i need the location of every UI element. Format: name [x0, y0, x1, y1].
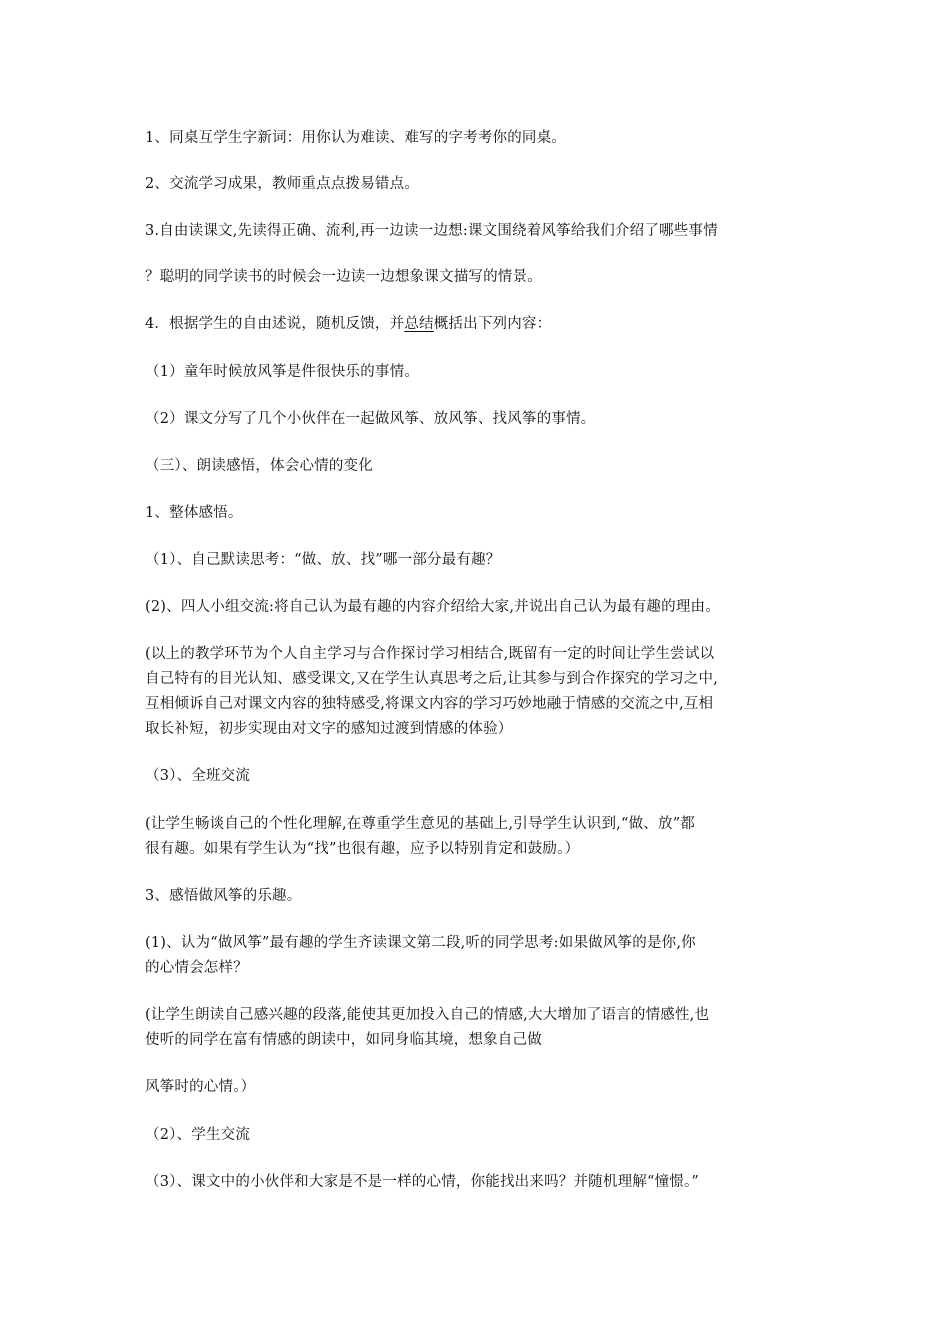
text-line: （2）课文分写了几个小伙伴在一起做风筝、放风筝、找风筝的事情。 — [145, 411, 596, 427]
underlined-link-text[interactable]: 总结 — [404, 316, 434, 332]
text-line: （2）、学生交流 — [145, 1127, 251, 1143]
text-segment: 概括出下列内容： — [433, 316, 552, 332]
text-line: (以上的教学环节为个人自主学习与合作探讨学习相结合,既留有一定的时间让学生尝试以 — [145, 646, 715, 662]
text-line: （1）童年时候放风筝是件很快乐的事情。 — [145, 364, 420, 380]
text-line: 取长补短，初步实现由对文字的感知过渡到情感的体验） — [145, 721, 513, 737]
text-line: 的心情会怎样？ — [145, 960, 248, 976]
section-heading: （三）、朗读感悟，体会心情的变化 — [145, 458, 373, 474]
text-line: 1、同桌互学生字新词：用你认为难读、难写的字考考你的同桌。 — [145, 130, 567, 146]
text-line: ？聪明的同学读书的时候会一边读一边想象课文描写的情景。 — [145, 269, 542, 285]
text-line: 自己特有的目光认知、感受课文,又在学生认真思考之后,让其参与到合作探究的学习之中, — [145, 671, 719, 687]
text-line: 很有趣。如果有学生认为“找”也很有趣，应予以特别肯定和鼓励。） — [145, 841, 580, 857]
text-line: (让学生畅谈自己的个性化理解,在尊重学生意见的基础上,引导学生认识到,“做、放”都 — [145, 816, 696, 832]
text-segment: 4．根据学生的自由述说，随机反馈，并 — [145, 316, 405, 332]
text-line: （3）、全班交流 — [145, 768, 251, 784]
text-line: （3）、课文中的小伙伴和大家是不是一样的心情，你能找出来吗？并随机理解“憧憬。” — [145, 1174, 700, 1190]
text-line: 2、交流学习成果，教师重点点拨易错点。 — [145, 176, 420, 192]
text-line: 3.自由读课文,先读得正确、流利,再一边读一边想:课文围绕着风筝给我们介绍了哪些事情 — [145, 223, 718, 239]
text-line: 1、整体感悟。 — [145, 505, 243, 521]
text-line: (2)、四人小组交流:将自己认为最有趣的内容介绍给大家,并说出自己认为最有趣的理由。 — [145, 599, 720, 615]
text-line: 风筝时的心情。） — [145, 1079, 256, 1095]
text-line: (让学生朗读自己感兴趣的段落,能使其更加投入自己的情感,大大增加了语言的情感性,也 — [145, 1007, 710, 1023]
text-line: 互相倾诉自己对课文内容的独特感受,将课文内容的学习巧妙地融于情感的交流之中,互相 — [145, 696, 714, 712]
text-line — [145, 312, 815, 336]
text-line: (1)、认为“做风筝”最有趣的学生齐读课文第二段,听的同学思考:如果做风筝的是你,你 — [145, 935, 696, 951]
text-line: 3、感悟做风筝的乐趣。 — [145, 888, 302, 904]
text-line: （1）、自己默读思考：“做、放、找”哪一部分最有趣？ — [145, 552, 501, 568]
text-line: 使听的同学在富有情感的朗读中，如同身临其境，想象自己做 — [145, 1032, 542, 1048]
